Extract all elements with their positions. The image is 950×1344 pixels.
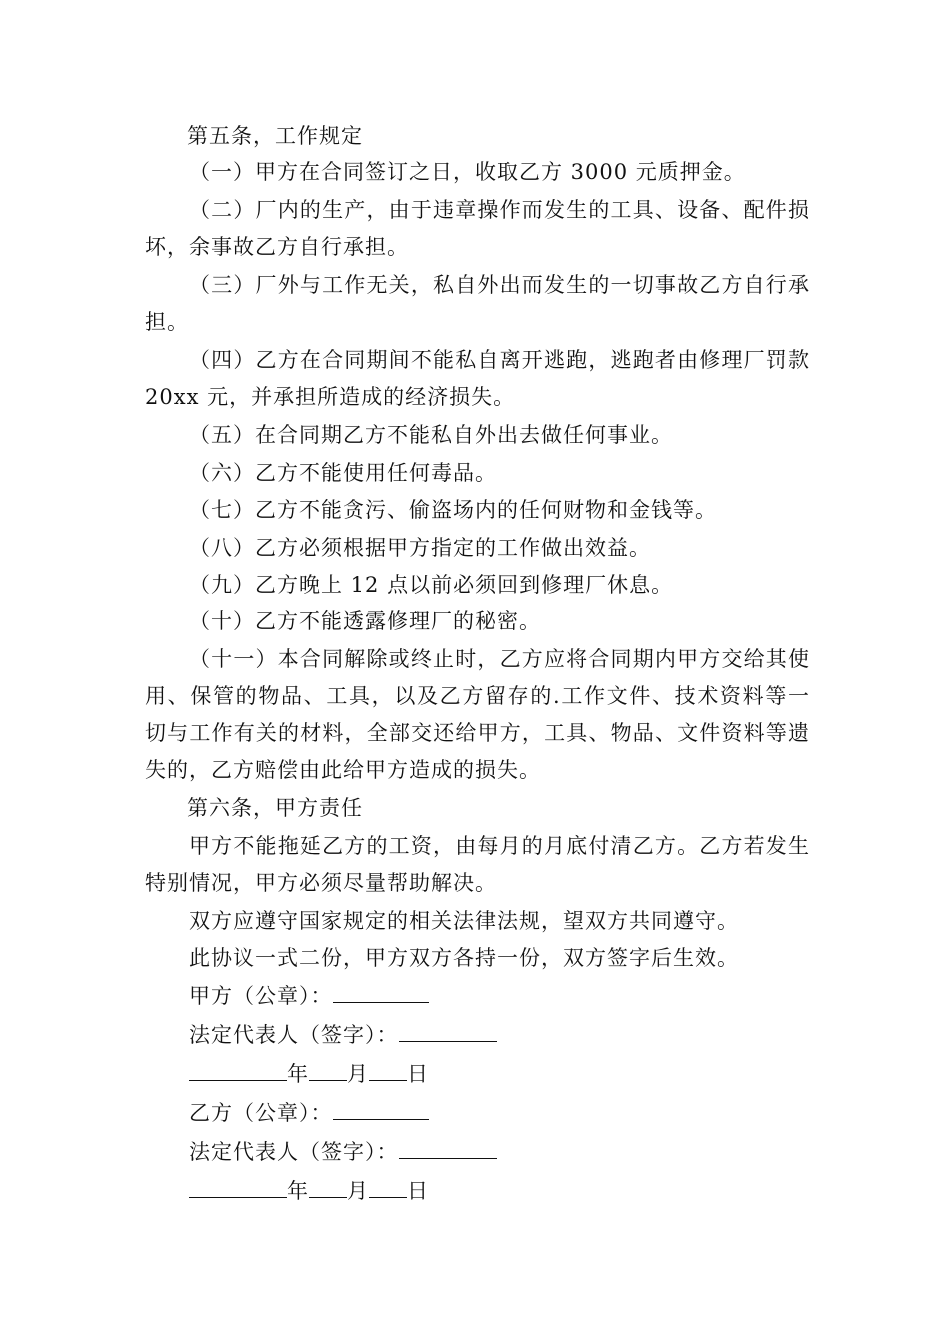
clause-6: （六）乙方不能使用任何毒品。 [189,461,497,485]
clause-4: （四）乙方在合同期间不能私自离开逃跑，逃跑者由修理厂罚款 20xx 元，并承担所造成的经济损失。 [145,348,810,409]
party-b-month-blank [309,1173,347,1198]
contract-text [145,118,810,1210]
party-b-seal-line [145,1095,810,1132]
party-b-year-label: 年 [287,1179,309,1203]
clause-10: （十）乙方不能透露修理厂的秘密。 [189,609,541,633]
party-a-year-label: 年 [287,1062,309,1086]
party-b-rep-line [145,1134,810,1171]
clause-8: （八）乙方必须根据甲方指定的工作做出效益。 [189,536,651,560]
party-b-day-blank [369,1173,407,1198]
clause-11: （十一）本合同解除或终止时，乙方应将合同期内甲方交给其使用、保管的物品、工具，以及乙方留存的.工作文件、技术资料等一切与工作有关的材料，全部交还给甲方，工具、物品、文件资料等遗失的，乙方赔偿由此给甲方造成的损失。 [145,647,810,782]
party-a-month-label: 月 [347,1062,369,1086]
party-a-date-line [145,1056,810,1093]
party-b-rep-label: 法定代表人（签字）： [189,1140,399,1164]
party-a-day-blank [369,1056,407,1081]
party-a-day-label: 日 [407,1062,429,1086]
party-b-month-label: 月 [347,1179,369,1203]
party-a-seal-blank [333,978,429,1003]
party-a-year-blank [189,1056,287,1081]
copies-text: 此协议一式二份，甲方双方各持一份，双方签字后生效。 [189,946,739,970]
law-text: 双方应遵守国家规定的相关法律法规，望双方共同遵守。 [189,909,739,933]
party-b-date-line [145,1173,810,1210]
party-a-rep-line [145,1017,810,1054]
party-b-seal-blank [333,1095,429,1120]
section-6-text: 甲方不能拖延乙方的工资，由每月的月底付清乙方。乙方若发生特别情况，甲方必须尽量帮助解决。 [145,834,810,895]
clause-5: （五）在合同期乙方不能私自外出去做任何事业。 [189,423,673,447]
clause-3: （三）厂外与工作无关，私自外出而发生的一切事故乙方自行承担。 [145,273,810,334]
party-a-rep-label: 法定代表人（签字）： [189,1023,399,1047]
clause-9: （九）乙方晚上 12 点以前必须回到修理厂休息。 [189,573,674,597]
party-a-month-blank [309,1056,347,1081]
party-b-seal-label: 乙方（公章）： [189,1101,333,1125]
clause-7: （七）乙方不能贪污、偷盗场内的任何财物和金钱等。 [189,498,717,522]
clause-1: （一）甲方在合同签订之日，收取乙方 3000 元质押金。 [189,160,746,184]
party-a-rep-blank [399,1017,497,1042]
party-b-year-blank [189,1173,287,1198]
clause-2: （二）厂内的生产，由于违章操作而发生的工具、设备、配件损坏，余事故乙方自行承担。 [145,198,810,259]
party-b-rep-blank [399,1134,497,1159]
section-5-title: 第五条，工作规定 [187,124,363,148]
party-a-seal-label: 甲方（公章）： [189,984,333,1008]
section-6-title: 第六条，甲方责任 [187,796,363,820]
party-b-day-label: 日 [407,1179,429,1203]
party-a-seal-line [145,978,810,1015]
